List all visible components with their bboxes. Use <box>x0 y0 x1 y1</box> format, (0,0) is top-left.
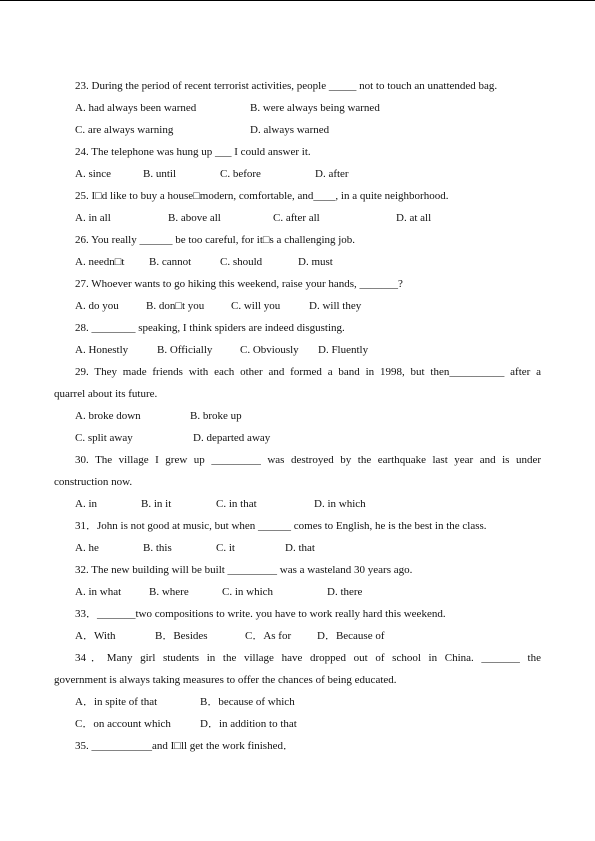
question-33-options-row <box>0 628 595 650</box>
option-d[interactable]: D. will they <box>309 300 362 312</box>
option-c[interactable]: C. before <box>220 168 261 180</box>
question-34-options-row <box>0 716 595 738</box>
option-a[interactable]: A. needn□t <box>75 256 125 268</box>
question-31-stem: 31．John is not good at music, but when ______ comes to English, he is the best in the class. <box>75 520 487 532</box>
option-c[interactable]: C. will you <box>231 300 281 312</box>
question-25-stem: 25. I□d like to buy a house□modern, comfortable, and____, in a quite neighborhood. <box>75 190 449 202</box>
question-24-stem: 24. The telephone was hung up ___ I could answer it. <box>75 146 311 158</box>
question-23-stem: 23. During the period of recent terrorist activities, people _____ not to touch an unattended bag. <box>75 80 498 92</box>
option-c[interactable]: C. are always warning <box>75 124 174 136</box>
option-d[interactable]: D. that <box>285 542 315 554</box>
option-a[interactable]: A．With <box>75 630 116 642</box>
question-32-stem: 32. The new building will be built _________ was a wasteland 30 years ago. <box>75 564 413 576</box>
option-b[interactable]: B. cannot <box>149 256 192 268</box>
option-a[interactable]: A. in <box>75 498 97 510</box>
option-b[interactable]: B. above all <box>168 212 221 224</box>
question-23-options-row <box>0 122 595 144</box>
option-b[interactable]: B. broke up <box>190 410 242 422</box>
option-c[interactable]: C. in that <box>216 498 257 510</box>
question-35-stem: 35. ___________and I□ll get the work finished． <box>75 740 294 752</box>
option-b[interactable]: B. in it <box>141 498 172 510</box>
option-d[interactable]: D. at all <box>396 212 432 224</box>
option-a[interactable]: A．in spite of that <box>75 696 158 708</box>
question-26-options-row <box>0 254 595 276</box>
question-29-stem-cont: quarrel about its future. <box>54 388 158 400</box>
option-c[interactable]: C．on account which <box>75 718 171 730</box>
option-d[interactable]: D. after <box>315 168 349 180</box>
question-30-stem-cont: construction now. <box>54 476 133 488</box>
option-c[interactable]: C. should <box>220 256 263 268</box>
question-31-options-row <box>0 540 595 562</box>
option-d[interactable]: D. always warned <box>250 124 330 136</box>
option-a[interactable]: A. do you <box>75 300 119 312</box>
question-30-options-row <box>0 496 595 518</box>
question-30-stem: 30. The village I grew up _________ was destroyed by the earthquake last year and is under <box>75 454 541 466</box>
question-29-options-row <box>0 430 595 452</box>
option-d[interactable]: D. in which <box>314 498 366 510</box>
question-27-options-row <box>0 298 595 320</box>
option-b[interactable]: B. were always being warned <box>250 102 380 114</box>
question-23-options-row <box>0 100 595 122</box>
question-29-options-row <box>0 408 595 430</box>
option-d[interactable]: D. there <box>327 586 363 598</box>
question-34-options-row <box>0 694 595 716</box>
option-d[interactable]: D. departed away <box>193 432 271 444</box>
option-a[interactable]: A. he <box>75 542 99 554</box>
option-c[interactable]: C．As for <box>245 630 292 642</box>
option-b[interactable]: B．because of which <box>200 696 295 708</box>
question-32-options-row <box>0 584 595 606</box>
option-a[interactable]: A. in all <box>75 212 111 224</box>
option-a[interactable]: A. Honestly <box>75 344 129 356</box>
option-c[interactable]: C. it <box>216 542 235 554</box>
top-rule <box>0 0 595 1</box>
question-34-stem: 34．Many girl students in the village have dropped out of school in China. _______ the <box>75 652 541 664</box>
question-28-stem: 28. ________ speaking, I think spiders are indeed disgusting. <box>75 322 345 334</box>
question-34-stem-cont: government is always taking measures to offer the chances of being educated. <box>54 674 397 686</box>
option-b[interactable]: B. don□t you <box>146 300 205 312</box>
question-29-stem: 29. They made friends with each other and formed a band in 1998, but then__________ after a <box>75 366 541 378</box>
option-c[interactable]: C. in which <box>222 586 274 598</box>
option-c[interactable]: C. Obviously <box>240 344 299 356</box>
question-27-stem: 27. Whoever wants to go hiking this weekend, raise your hands, _______? <box>75 278 403 290</box>
option-d[interactable]: D. Fluently <box>318 344 369 356</box>
option-b[interactable]: B. this <box>143 542 172 554</box>
option-b[interactable]: B. until <box>143 168 177 180</box>
option-c[interactable]: C. split away <box>75 432 133 444</box>
question-33-stem: 33．_______two compositions to write. you have to work really hard this weekend. <box>75 608 446 620</box>
question-sheet <box>0 78 595 760</box>
option-d[interactable]: D．Because of <box>317 630 385 642</box>
option-b[interactable]: B. Officially <box>157 344 213 356</box>
option-a[interactable]: A. broke down <box>75 410 141 422</box>
question-26-stem: 26. You really ______ be too careful, for it□s a challenging job. <box>75 234 356 246</box>
option-c[interactable]: C. after all <box>273 212 320 224</box>
option-b[interactable]: B．Besides <box>155 630 208 642</box>
option-a[interactable]: A. in what <box>75 586 122 598</box>
option-d[interactable]: D. must <box>298 256 333 268</box>
option-b[interactable]: B. where <box>149 586 189 598</box>
question-28-options-row <box>0 342 595 364</box>
question-25-options-row <box>0 210 595 232</box>
option-a[interactable]: A. had always been warned <box>75 102 197 114</box>
option-a[interactable]: A. since <box>75 168 112 180</box>
question-24-options-row <box>0 166 595 188</box>
option-d[interactable]: D．in addition to that <box>200 718 297 730</box>
